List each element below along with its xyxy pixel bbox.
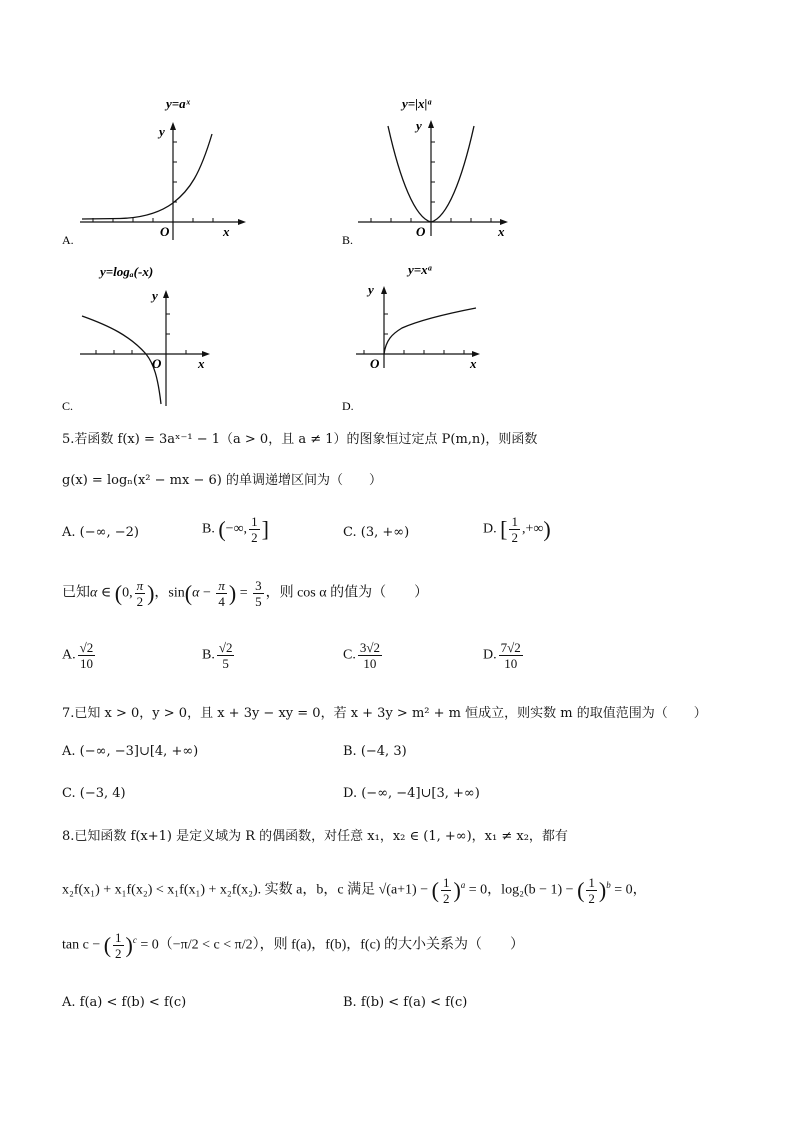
graph-d-origin: O [370, 356, 380, 371]
q6-option-b-prefix: B. [202, 647, 215, 663]
graph-a-title: y=aˣ [166, 96, 191, 111]
q6-option-c [343, 640, 384, 671]
q6-option-b-den: 5 [222, 656, 229, 671]
q6-option-d-num: 7√2 [500, 640, 521, 655]
q7-option-c: C. (−3, 4) [62, 786, 126, 801]
q8-line1: 8.已知函数 f(x+1) 是定义域为 R 的偶函数，对任意 x₁，x₂ ∈ (1, +∞)，x₁ ≠ x₂，都有 [62, 829, 568, 844]
graph-c-origin: O [152, 356, 162, 371]
q8-line2: x₂f(x₁) + x₁f(x₂) < x₁f(x₁) + x₂f(x₂). 实数 a，b，c 满足 √(a+1) − ( $\frac{1}{2}$ )$^a$ = 0，log₂(b − 1) − ( $\frac{1}{2}$ )$^b$ = 0， [62, 875, 647, 906]
q5-option-d: D. [ $\frac{1}{2}$ ,+∞) [483, 514, 551, 545]
graph-c-xlabel: x [198, 356, 205, 371]
q6-option-c-prefix: C. [343, 647, 356, 663]
graph-a-ylabel: y [159, 124, 165, 139]
graph-d-title: y=xᵃ [408, 262, 432, 277]
graph-b-title: y=|x|ᵃ [402, 96, 432, 111]
q6-option-c-num: 3√2 [359, 640, 380, 655]
q7-option-b: B. (−4, 3) [343, 744, 407, 759]
graph-c-letter: C. [62, 399, 74, 413]
q6-option-d [483, 640, 525, 671]
graph-b-letter: B. [342, 233, 354, 247]
q8-line3-b: = 0（−π/2 < c < π/2），则 f(a)，f(b)，f(c) 的大小关系为（ ） [140, 937, 524, 953]
q8-option-a: A. f(a) < f(b) < f(c) [62, 995, 187, 1010]
graph-b [340, 90, 530, 250]
q6-option-d-prefix: D. [483, 647, 497, 663]
q6-option-b-num: √2 [218, 640, 233, 655]
graph-a-xlabel: x [223, 224, 230, 239]
graph-b-ylabel: y [416, 118, 422, 133]
graph-d-ylabel: y [368, 282, 374, 297]
q8-line2-b: = 0，log₂(b − 1) − [468, 882, 574, 898]
q6-option-d-den: 10 [504, 656, 518, 671]
graph-d [340, 258, 530, 418]
graph-a-plot [60, 90, 260, 250]
q7-option-a: A. (−∞, −3]∪[4, +∞) [62, 744, 199, 759]
q5-option-b-prefix: B. [202, 521, 215, 537]
graph-d-xlabel: x [470, 356, 477, 371]
graph-c [60, 258, 260, 418]
q8-line3-a: tan c − [62, 937, 101, 953]
q5-option-d-prefix: D. [483, 521, 497, 537]
q6-prefix: 已知 [62, 585, 90, 601]
q5-option-b: B. (−∞, $\frac{1}{2}$ ] [202, 514, 269, 545]
q6-option-a-prefix: A. [62, 647, 76, 663]
q8-line2-a: x₂f(x₁) + x₁f(x₂) < x₁f(x₁) + x₂f(x₂). 实数 a，b，c 满足 √(a+1) − [62, 882, 429, 898]
q7-stem: 7.已知 x > 0，y > 0，且 x + 3y − xy = 0，若 x + 3y > m² + m 恒成立，则实数 m 的取值范围为（ ） [62, 706, 707, 721]
graph-c-plot [60, 258, 260, 418]
q8-option-b: B. f(b) < f(a) < f(c) [343, 995, 468, 1010]
graph-c-ylabel: y [152, 288, 158, 303]
graph-d-letter: D. [342, 399, 354, 413]
q6-stem: 已知α ∈ (0, $\frac{\pi}{2}$ )，sin(α − $\frac{\pi}{4}$ ) = $\frac{3}{5}$ ，则 cos α 的值为（ ） [62, 578, 429, 609]
q6-option-a-num: √2 [79, 640, 94, 655]
q6-mid: ， [154, 585, 169, 601]
q8-line2-c: = 0， [614, 882, 647, 898]
graph-c-title: y=logₐ(-x) [100, 264, 154, 279]
q6-option-a-den: 10 [79, 656, 93, 671]
q5-line2: g(x) = logₙ(x² − mx − 6) 的单调递增区间为（ ） [62, 473, 382, 488]
graph-b-xlabel: x [498, 224, 505, 239]
q6-option-a [62, 640, 97, 671]
q6-suffix: ，则 cos α 的值为（ ） [265, 585, 429, 601]
graph-d-plot [340, 258, 530, 418]
graph-a [60, 90, 260, 250]
q5-option-c: C. (3, +∞) [343, 525, 410, 540]
q6-option-b [202, 640, 236, 671]
graph-a-letter: A. [62, 233, 74, 247]
q8-line3: tan c − ( $\frac{1}{2}$ )$^c$ = 0（−π/2 < c < π/2），则 f(a)，f(b)，f(c) 的大小关系为（ ） [62, 930, 524, 961]
q7-option-d: D. (−∞, −4]∪[3, +∞) [343, 786, 480, 801]
q5-option-a: A. (−∞, −2) [62, 525, 139, 540]
graph-b-plot [340, 90, 530, 250]
q6-option-c-den: 10 [363, 656, 377, 671]
q5-line1: 5.若函数 f(x) = 3aˣ⁻¹ − 1（a > 0，且 a ≠ 1）的图象恒过定点 P(m,n)，则函数 [62, 432, 538, 447]
graph-a-origin: O [160, 224, 170, 239]
graph-b-origin: O [416, 224, 426, 239]
